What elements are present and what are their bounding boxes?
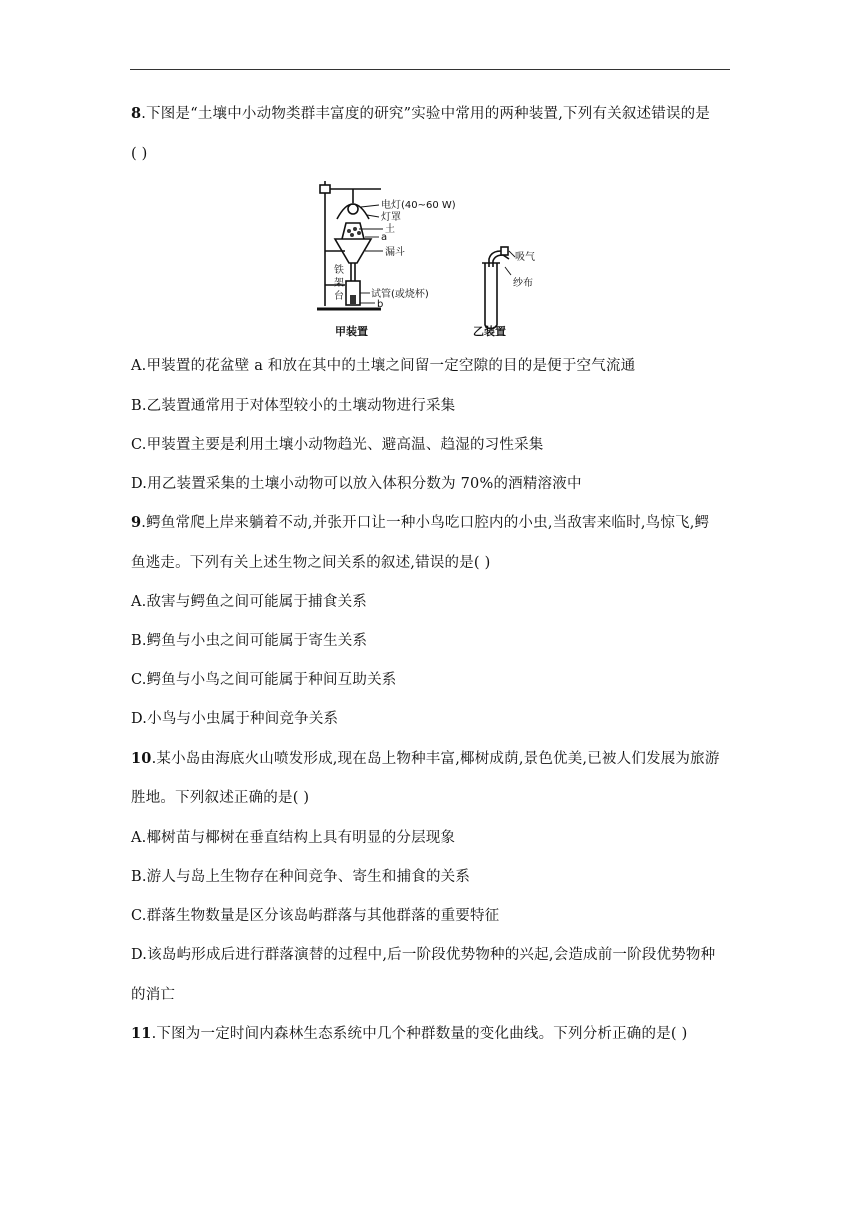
label-stand-2: 架 — [334, 278, 344, 289]
option-c: C.甲装置主要是利用土壤小动物趋光、避高温、趋湿的习性采集 — [131, 437, 544, 453]
question-11-stem — [131, 1024, 687, 1044]
label-b: b — [377, 299, 384, 310]
option-a: A.敌害与鳄鱼之间可能属于捕食关系 — [131, 594, 367, 610]
question-text: .下图为一定时间内森林生态系统中几个种群数量的变化曲线。下列分析正确的是( ) — [151, 1026, 688, 1042]
question-9-stem-cont: 鱼逃走。下列有关上述生物之间关系的叙述,错误的是( ) — [131, 555, 491, 571]
question-8-stem — [131, 104, 710, 124]
question-number: 11 — [131, 1025, 152, 1042]
question-10-stem — [131, 749, 720, 769]
question-10-stem-cont: 胜地。下列叙述正确的是( ) — [131, 790, 310, 806]
question-text: .鳄鱼常爬上岸来躺着不动,并张开口让一种小鸟吃口腔内的小虫,当敌害来临时,鸟惊飞,鳄 — [141, 515, 710, 531]
question-text: .某小岛由海底火山喷发形成,现在岛上物种丰富,椰树成荫,景色优美,已被人们发展为旅游 — [151, 751, 720, 767]
apparatus-diagram — [315, 175, 555, 345]
option-a: A.甲装置的花盆壁 a 和放在其中的土壤之间留一定空隙的目的是便于空气流通 — [131, 358, 636, 374]
option-b: B.乙装置通常用于对体型较小的土壤动物进行采集 — [131, 398, 456, 414]
option-a: A.椰树苗与椰树在垂直结构上具有明显的分层现象 — [131, 830, 456, 846]
label-lamp: 电灯(40~60 W) — [381, 200, 456, 211]
label-funnel: 漏斗 — [385, 247, 405, 258]
label-stand-3: 台 — [334, 291, 344, 302]
apparatus-figure — [315, 175, 555, 345]
caption-yi: 乙装置 — [473, 325, 506, 338]
question-number: 9 — [131, 514, 142, 531]
label-soil: 土 — [385, 224, 395, 235]
question-number: 10 — [131, 750, 152, 767]
option-d-cont: 的消亡 — [131, 987, 176, 1003]
label-gauze: 纱布 — [513, 278, 533, 289]
label-suck: 吸气 — [515, 252, 535, 263]
label-stand-1: 铁 — [334, 265, 344, 276]
option-c: C.群落生物数量是区分该岛屿群落与其他群落的重要特征 — [131, 908, 500, 924]
question-text: .下图是“土壤中小动物类群丰富度的研究”实验中常用的两种装置,下列有关叙述错误的是 — [141, 106, 711, 122]
header-rule — [130, 69, 730, 70]
option-b: B.鳄鱼与小虫之间可能属于寄生关系 — [131, 633, 368, 649]
question-9-stem — [131, 513, 709, 533]
answer-blank: ( ) — [131, 146, 148, 162]
label-a: a — [381, 232, 388, 243]
option-d: D.小鸟与小虫属于种间竞争关系 — [131, 711, 339, 727]
question-number: 8 — [131, 105, 142, 122]
caption-jia: 甲装置 — [335, 325, 368, 338]
option-d: D.该岛屿形成后进行群落演替的过程中,后一阶段优势物种的兴起,会造成前一阶段优势物种 — [131, 947, 716, 963]
option-c: C.鳄鱼与小鸟之间可能属于种间互助关系 — [131, 672, 397, 688]
label-shade: 灯罩 — [381, 212, 401, 223]
label-tube: 试管(或烧杯) — [371, 289, 429, 300]
option-d: D.用乙装置采集的土壤小动物可以放入体积分数为 70%的酒精溶液中 — [131, 476, 582, 492]
option-b: B.游人与岛上生物存在种间竞争、寄生和捕食的关系 — [131, 869, 471, 885]
